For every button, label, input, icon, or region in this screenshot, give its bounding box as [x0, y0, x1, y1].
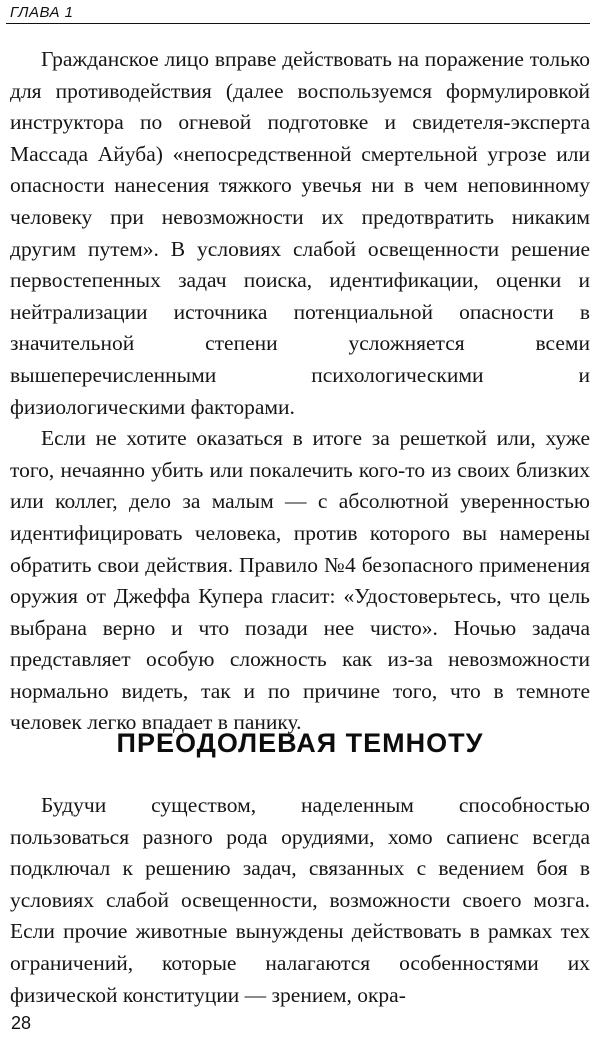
paragraph-3: Будучи существом, наделенным способностью пользоваться разного рода орудиями, хомо сапиенс всегда подключал к решению задач, связанных с ведением боя в условиях слабой освещенности, возможности своего мозга. Если прочие животные вынуждены действовать в рамках тех ограничений, которые налагаются особенностями их физической конституции — зрением, окра-: [10, 793, 590, 1007]
paragraph-1: Гражданское лицо вправе действовать на поражение только для противодействия (далее воспользуемся формулировкой инструктора по огневой подготовке и свидетеля-эксперта Массада Айуба) «непосредственной смертельной угрозе или опасности нанесения тяжкого увечья ни в чем неповинному человеку при невозможности их предотвратить никаким другим путем». В условиях слабой освещенности решение первостепенных задач поиска, идентификации, оценки и нейтрализации источника потенциальной опасности в значительной степени усложняется всеми вышеперечисленными психологическими и физиологическими факторами.: [10, 47, 590, 419]
page-number: 28: [11, 1013, 32, 1033]
text-block-bottom: [10, 790, 590, 1011]
paragraph-2: Если не хотите оказаться в итоге за решеткой или, хуже того, нечаянно убить или покалечить кого-то из своих близких или коллег, дело за малым — с абсолютной уверенностью идентифицировать человека, против которого вы намерены обратить свои действия. Правило №4 безопасного применения оружия от Джеффа Купера гласит: «Удостоверьтесь, что цель выбрана верно и что позади нее чисто». Ночью задача представляет особую сложность как из-за невозможности нормально видеть, так и по причине того, что в темноте человек легко впадает в панику.: [10, 426, 590, 735]
section-heading: ПРЕОДОЛЕВАЯ ТЕМНОТУ: [116, 728, 484, 758]
header-rule: [6, 23, 590, 24]
text-block-top: [10, 44, 590, 739]
running-head: ГЛАВА 1: [10, 4, 74, 21]
